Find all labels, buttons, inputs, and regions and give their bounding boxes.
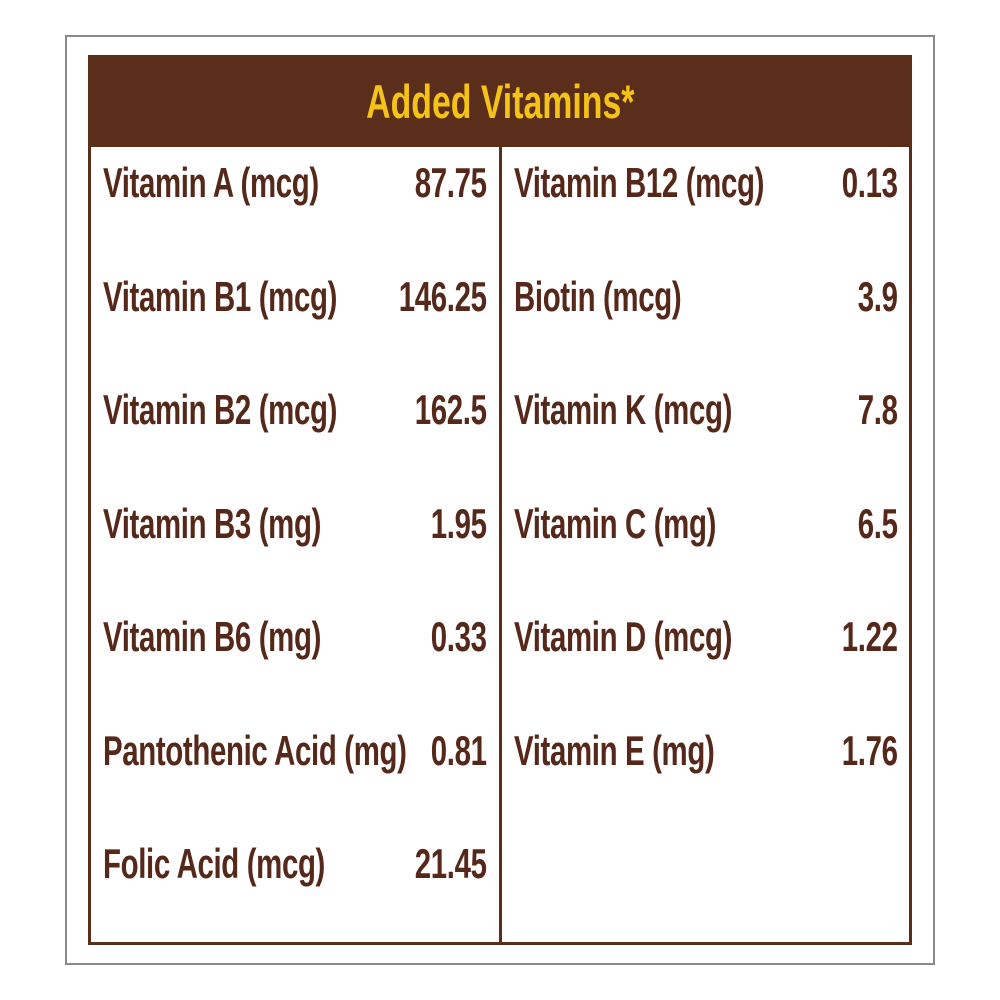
vitamin-label: Vitamin E (mg) — [513, 726, 714, 774]
table-row — [91, 828, 499, 942]
vitamin-value: 0.13 — [841, 159, 898, 206]
vitamin-label: Vitamin A (mcg) — [103, 159, 319, 206]
vitamin-value: 0.81 — [430, 726, 487, 774]
vitamin-label: Vitamin B12 (mcg) — [513, 159, 764, 206]
added-vitamins-panel — [88, 55, 912, 945]
table-row-empty — [502, 828, 910, 942]
vitamin-label: Vitamin B3 (mg) — [103, 499, 322, 547]
vitamin-value: 1.76 — [841, 726, 898, 774]
vitamin-label: Folic Acid (mcg) — [103, 840, 325, 888]
vitamin-label: Vitamin K (mcg) — [513, 386, 732, 434]
vitamin-value: 87.75 — [414, 159, 487, 206]
table-row — [91, 601, 499, 715]
table-row — [91, 261, 499, 375]
table-row — [502, 261, 910, 375]
vitamin-label: Vitamin C (mg) — [513, 499, 716, 547]
table-row — [91, 488, 499, 602]
vitamin-label: Vitamin D (mcg) — [513, 613, 732, 661]
vitamin-value: 21.45 — [414, 840, 487, 888]
table-row — [502, 488, 910, 602]
vitamin-label: Vitamin B6 (mg) — [103, 613, 322, 661]
vitamin-label: Pantothenic Acid (mg) — [103, 726, 407, 774]
table-row — [502, 715, 910, 829]
table-column-right — [502, 147, 910, 942]
table-row — [502, 601, 910, 715]
vitamin-value: 146.25 — [398, 272, 487, 320]
panel-header — [88, 55, 912, 147]
vitamin-value: 1.22 — [841, 613, 898, 661]
table-row — [91, 715, 499, 829]
vitamin-value: 0.33 — [430, 613, 487, 661]
table-row — [91, 147, 499, 261]
vitamin-label: Vitamin B2 (mcg) — [103, 386, 338, 434]
vitamin-value: 3.9 — [857, 272, 898, 320]
panel-title: Added Vitamins* — [365, 74, 635, 128]
vitamin-value: 162.5 — [414, 386, 487, 434]
vitamin-value: 1.95 — [430, 499, 487, 547]
vitamin-value: 6.5 — [857, 499, 898, 547]
vitamin-label: Biotin (mcg) — [513, 272, 681, 320]
table-column-left — [91, 147, 502, 942]
vitamin-value: 7.8 — [857, 386, 898, 434]
vitamins-table — [88, 147, 912, 945]
outer-frame — [65, 35, 935, 965]
table-row — [502, 147, 910, 261]
vitamin-label: Vitamin B1 (mcg) — [103, 272, 338, 320]
table-row — [502, 374, 910, 488]
table-row — [91, 374, 499, 488]
